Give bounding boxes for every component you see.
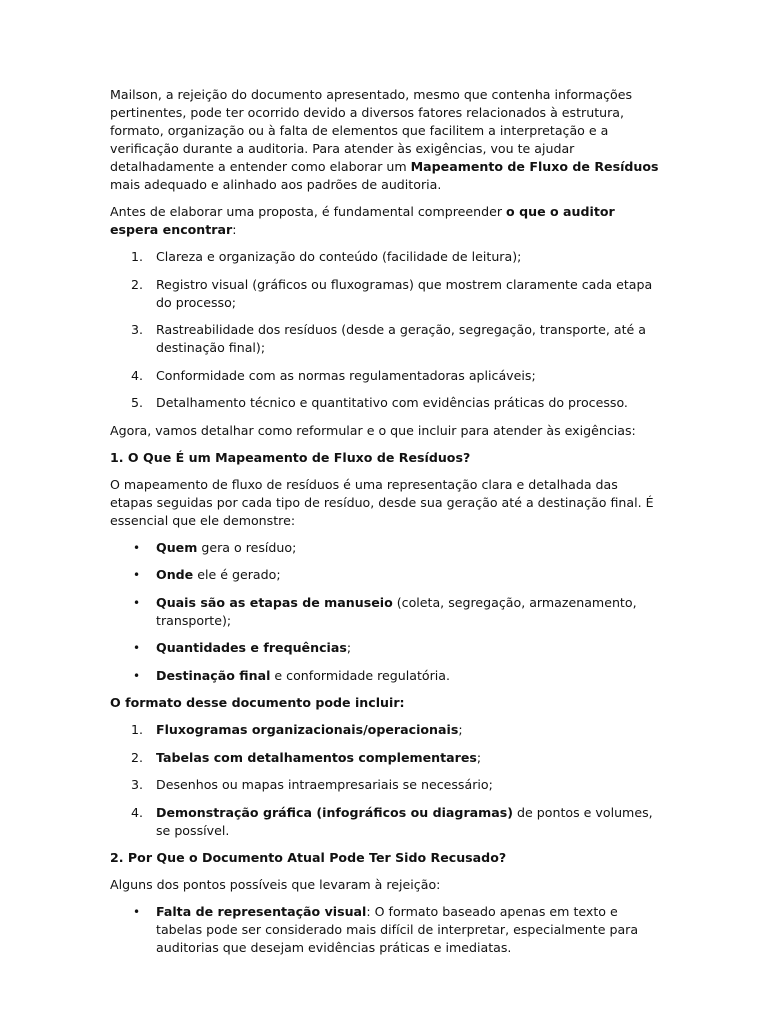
expect-paragraph: Antes de elaborar uma proposta, é fundamental compreender o que o auditor espera encontrar:: [110, 204, 615, 237]
list-item: 2. Registro visual (gráficos ou fluxogramas) que mostrem claramente cada etapa do processo;: [131, 276, 653, 310]
bullet-icon: •: [133, 641, 141, 655]
intro-bold: Mapeamento de Fluxo de Resíduos: [410, 159, 659, 174]
bullet-icon: •: [133, 568, 141, 582]
format-list: [110, 721, 660, 840]
bullet-item: • Falta de representação visual: O formato baseado apenas em texto e tabelas pode ser considerado mais difícil de interpretar, especialmente para auditorias que desejam evidências práticas e imediatas.: [133, 904, 639, 955]
bullet-icon: •: [133, 905, 141, 919]
bullet-icon: •: [133, 595, 141, 610]
section1-bullets: [110, 539, 660, 685]
expect-bold: o que o auditor espera encontrar: [110, 204, 615, 237]
list-item: 1. Clareza e organização do conteúdo (facilidade de leitura);: [131, 249, 522, 264]
section2-paragraph: Alguns dos pontos possíveis que levaram à rejeição:: [110, 877, 441, 892]
bullet-item: • Onde ele é gerado;: [133, 567, 281, 582]
section1-paragraph: O mapeamento de fluxo de resíduos é uma representação clara e detalhada das etapas seguidas por cada tipo de resíduo, desde sua geração até a destinação final. É essencial que ele demonstre:: [110, 476, 654, 528]
bullet-item: • Destinação final e conformidade regulatória.: [133, 667, 450, 683]
section1-heading: 1. O Que É um Mapeamento de Fluxo de Resíduos?: [110, 449, 471, 465]
expect-list: [110, 248, 660, 412]
list-item: 2. Tabelas com detalhamentos complementares;: [131, 749, 482, 765]
bullet-item: • Quantidades e frequências;: [133, 640, 352, 655]
list-item: 4. Conformidade com as normas regulamentadoras aplicáveis;: [131, 367, 536, 383]
list-item: 3. Desenhos ou mapas intraempresariais se necessário;: [131, 777, 493, 792]
list-item: 3. Rastreabilidade dos resíduos (desde a geração, segregação, transporte, até a destinação final);: [131, 322, 646, 355]
list-item: 1. Fluxogramas organizacionais/operacionais;: [131, 722, 463, 737]
list-item: 5. Detalhamento técnico e quantitativo com evidências práticas do processo.: [131, 395, 628, 410]
format-heading: O formato desse documento pode incluir:: [110, 695, 405, 710]
bullet-item: • Quais são as etapas de manuseio (coleta, segregação, armazenamento, transporte);: [133, 594, 637, 628]
intro-paragraph: Mailson, a rejeição do documento apresentado, mesmo que contenha informações pertinentes, pode ter ocorrido devido a diversos fatores relacionados à estrutura, formato, organização ou à falta de elementos que facilitem a interpretação e a verificação durante a auditoria. Para atender às exigências, vou te ajudar detalhadamente a entender como elaborar um Mapeamento de Fluxo de Resíduos mais adequado e alinhado aos padrões de auditoria.: [110, 87, 659, 192]
bullet-item: • Quem gera o resíduo;: [133, 539, 297, 555]
section2-bullets: [110, 903, 660, 957]
section2-heading: 2. Por Que o Documento Atual Pode Ter Sido Recusado?: [110, 850, 507, 865]
list-item: 4. Demonstração gráfica (infográficos ou diagramas) de pontos e volumes, se possível.: [131, 804, 653, 838]
document-body: [110, 86, 660, 967]
bullet-icon: •: [133, 668, 141, 683]
bullet-icon: •: [133, 540, 141, 555]
transition-paragraph: Agora, vamos detalhar como reformular e o que incluir para atender às exigências:: [110, 422, 636, 438]
